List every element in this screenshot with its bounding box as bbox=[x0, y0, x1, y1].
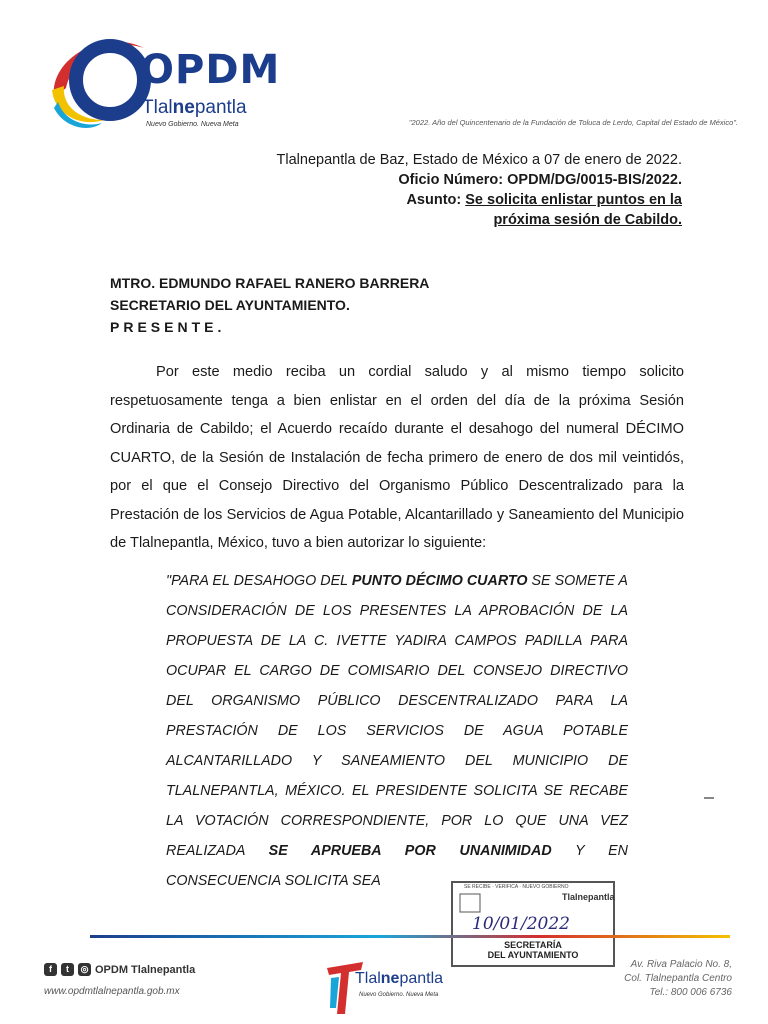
footer-logo-tagline: Nuevo Gobierno. Nueva Meta bbox=[359, 992, 439, 998]
address-line: Col. Tlalnepantla Centro bbox=[624, 973, 732, 984]
phone-number: Tel.: 800 006 6736 bbox=[649, 987, 732, 998]
stamp-label: DEL AYUNTAMIENTO bbox=[487, 950, 579, 960]
agreement-quote bbox=[166, 566, 628, 896]
addressee-block bbox=[110, 272, 429, 338]
letter-body bbox=[110, 358, 684, 558]
logo-subtitle: Tlalnepantla bbox=[142, 97, 247, 118]
quote-paragraph: "PARA EL DESAHOGO DEL PUNTO DÉCIMO CUARTO SE SOMETE A CONSIDERACIÓN DE LOS PRESENTES LA APROBACIÓN DE LA PROPUESTA DE LA C. IVETTE YADIRA CAMPOS PADILLA PARA OCUPAR EL CARGO DE COMISARIO DEL CONSEJO DIRECTIVO DEL ORGANISMO PÚBLICO DESCENTRALIZADO PARA LA PRESTACIÓN DE LOS SERVICIOS DE AGUA POTABLE ALCANTARILLADO Y SANEAMIENTO DEL MUNICIPIO DE TLALNEPANTLA, MÉXICO. EL PRESIDENTE SOLICITA SE RECABE LA VOTACIÓN CORRESPONDIENTE, POR LO QUE UNA VEZ REALIZADA SE APRUEBA POR UNANIMIDAD Y EN CONSECUENCIA SOLICITA SEA bbox=[166, 573, 628, 889]
body-paragraph: Por este medio reciba un cordial saludo y al mismo tiempo solicito respetuosamente tenga a bien enlistar en el orden del día de la próxima Sesión Ordinaria de Cabildo; el Acuerdo recaído durante el desahogo del numeral DÉCIMO CUARTO, de la Sesión de Instalación de fecha primero de enero de dos mil veintidós, por el que el Consejo Directivo del Organismo Público Descentralizado para la Prestación de los Servicios de Agua Potable, Alcantarillado y Saneamiento del Municipio de Tlalnepantla, México, tuvo a bien autorizar lo siguiente: bbox=[110, 364, 684, 551]
social-handle: OPDM Tlalnepantla bbox=[95, 963, 196, 976]
stamp-label: SECRETARÍA bbox=[504, 940, 562, 950]
stamp-date: 10/01/2022 bbox=[472, 914, 570, 934]
footer-logo-text: Tlalnepantla bbox=[355, 970, 444, 987]
margin-mark bbox=[704, 797, 714, 799]
presente-label: PRESENTE. bbox=[110, 319, 226, 335]
addressee-name: MTRO. EDMUNDO RAFAEL RANERO BARRERA bbox=[110, 275, 430, 291]
social-links bbox=[44, 963, 195, 976]
twitter-icon[interactable]: t bbox=[61, 963, 74, 976]
stamp-logo: Tlalnepantla bbox=[562, 892, 615, 902]
opdm-logo bbox=[44, 28, 281, 138]
place-date: Tlalnepantla de Baz, Estado de México a 07 de enero de 2022. bbox=[276, 152, 682, 168]
logo-tagline: Nuevo Gobierno. Nueva Meta bbox=[146, 121, 239, 128]
reception-stamp bbox=[450, 880, 616, 968]
logo-title: OPDM bbox=[140, 47, 281, 93]
letter-reference-block bbox=[222, 150, 682, 230]
website-link[interactable]: www.opdmtlalnepantla.gob.mx bbox=[44, 986, 180, 997]
year-motto: "2022. Año del Quincentenario de la Fundación de Toluca de Lerdo, Capital del Estado de México". bbox=[408, 118, 738, 127]
footer-address bbox=[624, 958, 732, 1000]
address-line: Av. Riva Palacio No. 8, bbox=[630, 959, 732, 970]
instagram-icon[interactable]: ◎ bbox=[78, 963, 91, 976]
addressee-title: SECRETARIO DEL AYUNTAMIENTO. bbox=[110, 297, 350, 313]
facebook-icon[interactable]: f bbox=[44, 963, 57, 976]
footer-divider bbox=[90, 935, 730, 938]
footer-logo bbox=[325, 956, 455, 1018]
asunto-line: Asunto: Se solicita enlistar puntos en la bbox=[406, 192, 682, 208]
asunto-line-2: próxima sesión de Cabildo. bbox=[493, 212, 682, 228]
tlalnepantla-t-icon bbox=[325, 958, 365, 1018]
oficio-number: Oficio Número: OPDM/DG/0015-BIS/2022. bbox=[398, 172, 682, 188]
stamp-small-text: SE RECIBE · VERIFICA · NUEVO GOBIERNO bbox=[464, 884, 569, 890]
